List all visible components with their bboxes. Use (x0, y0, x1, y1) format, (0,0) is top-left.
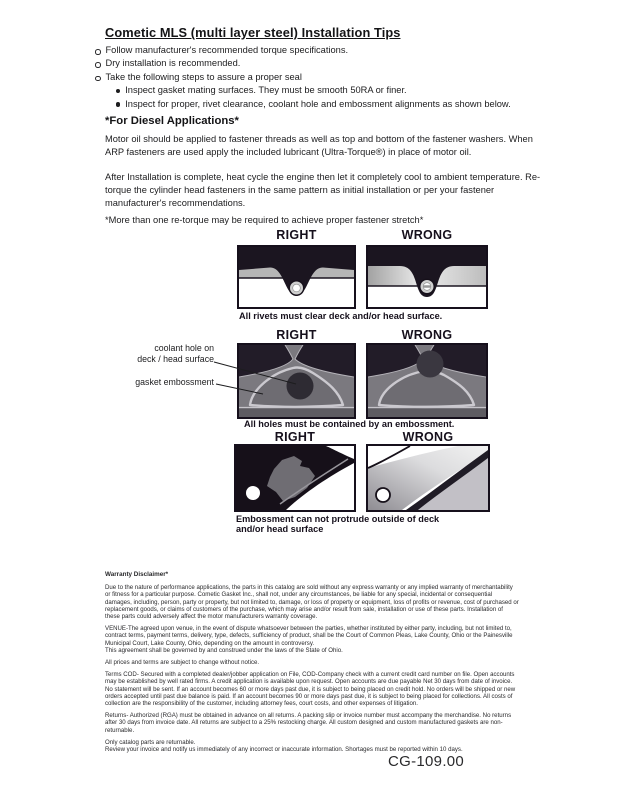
disclaimer-paragraph: Returns- Authorized (RGA) must be obtained in advance on all returns. A packing slip or invoice number must accompany the merchandise. No returns after 30 days from invoice date. All returns are subject to a 25% restocking charge. All custom designed and custom manufactured gaskets are non-returnable. (105, 712, 512, 734)
bullet-text: Dry installation is recommended. (105, 58, 241, 69)
disclaimer-paragraph: Due to the nature of performance applications, the parts in this catalog are sold without any express warranty or any implied warranty of merchantability or fitness for a particular purpose. Cometic Gasket Inc., shall not, under any circumstances, be liable for any special, incidental or consequential damages, including, person, party or property, but not limited to, damage, or loss of property or equipment, loss of profits or revenue, cost of purchased or replacement goods, or claims of customers of the purchase, which may arise and/or result from sale, installation or use of these parts. Installation of these parts could adversely affect the motor manufacturers warranty coverage. (105, 584, 519, 621)
diesel-paragraph-1: Motor oil should be applied to fastener threads as well as top and bottom of the fastener washers. When ARP fasteners are used apply the included lubricant (Ultra-Torque®) in place of motor oil. (105, 134, 533, 158)
hole-wrong-label: WRONG (401, 328, 453, 342)
coolant-hole-label: coolant hole on deck / head surface (137, 343, 214, 364)
disclaimer-paragraph: All prices and terms are subject to change without notice. (105, 659, 260, 667)
warranty-disclaimer (105, 571, 519, 758)
leader-lines (120, 340, 310, 400)
filled-bullet-icon (116, 89, 120, 93)
bullet-item (95, 57, 540, 70)
bolt-hole-icon (246, 486, 260, 500)
document-number: CG-109.00 (388, 753, 465, 770)
disclaimer-paragraph: Review your invoice and notify us immediately of any incorrect or inaccurate information. Shortages must be reported within 10 days. (105, 746, 463, 754)
embossment-caption: Embossment can not protrude outside of deck and/or head surface (236, 514, 440, 534)
disclaimer-paragraph: VENUE-The agreed upon venue, in the event of dispute whatsoever between the parties, whether instituted by either party, including, but not limited to, contract terms, payment terms, delivery, type, defects, sufficiency of product, shall be the Court of Common Pleas, Lake County, Ohio or the Painesville Municipal Court, Lake County, Ohio, depending on the amount in controversy. (105, 625, 513, 647)
disclaimer-paragraph: This agreement shall be governed by and construed under the laws of the State of Ohio. (105, 646, 343, 654)
embossment-wrong-drawing (368, 446, 488, 510)
rivet-right-label: RIGHT (276, 228, 317, 242)
rivet-wrong-diagram (366, 245, 488, 309)
rivet-caption: All rivets must clear deck and/or head surface. (239, 311, 443, 321)
filled-bullet-icon (116, 102, 120, 106)
embossment-wrong-diagram (366, 444, 490, 512)
open-bullet-icon (95, 49, 101, 55)
embossment-right-diagram (234, 444, 356, 512)
hole-right-label: RIGHT (276, 328, 317, 342)
bullet-text: Inspect gasket mating surfaces. They must be smooth 50RA or finer. (125, 85, 407, 96)
disclaimer-heading: Warranty Disclaimer* (105, 571, 169, 578)
page-title: Cometic MLS (multi layer steel) Installation Tips (105, 25, 401, 40)
hole-caption: All holes must be contained by an embossment. (244, 419, 455, 429)
intro-bullet-list (95, 44, 540, 111)
bullet-text: Follow manufacturer's recommended torque specifications. (105, 45, 349, 55)
bullet-text: Inspect for proper, rivet clearance, coolant hole and embossment alignments as shown below. (125, 98, 511, 109)
embossment-wrong-label: WRONG (402, 430, 454, 444)
rivet-wrong-drawing (368, 247, 486, 307)
diesel-paragraph-2: After Installation is complete, heat cycle the engine then let it completely cool to ambient temperature. Re-torque the cylinder head fasteners in the same pattern as initial installation or per your fastener manufacturer's recommendations. (105, 172, 541, 209)
disclaimer-paragraph: Terms COD- Secured with a completed dealer/jobber application on File, COD-Company check with a current credit card number on file. Open accounts may be established by well rated firms. A credit application is available upon request. Open accounts are due payable Net 30 days from date of invoice. No statement will be sent. If an account becomes 60 or more days past due, it is subject to being placed on credit hold. No orders will be shipped or new orders accepted until past due balance is paid. If an account becomes 90 or more days past due, it is subject to being placed for collections. All costs of collection are the responsibility of the customer, including attorney fees, court costs, and other expenses of litigation. (105, 671, 516, 708)
gasket-embossment-label: gasket embossment (135, 377, 214, 387)
sub-bullet-item (116, 98, 540, 111)
bullet-text: Take the following steps to assure a proper seal (105, 71, 302, 82)
sub-bullet-item (116, 84, 540, 97)
retorque-note: *More than one re-torque may be required to achieve proper fastener stretch* (105, 215, 424, 225)
rivet-wrong-label: WRONG (401, 228, 453, 242)
bullet-item (95, 44, 540, 57)
hole-wrong-diagram (366, 343, 488, 419)
bullet-item (95, 71, 540, 84)
diesel-heading: *For Diesel Applications* (105, 115, 239, 127)
coolant-hole-icon (417, 351, 444, 378)
bolt-hole-icon (376, 488, 390, 502)
open-bullet-icon (95, 62, 101, 68)
rivet-right-drawing (239, 247, 354, 307)
hole-wrong-drawing (368, 345, 486, 417)
embossment-right-drawing (236, 446, 354, 510)
open-bullet-icon (95, 76, 101, 82)
rivet-right-diagram (237, 245, 356, 309)
embossment-right-label: RIGHT (274, 430, 316, 444)
disclaimer-paragraph: Only catalog parts are returnable. (105, 738, 196, 746)
